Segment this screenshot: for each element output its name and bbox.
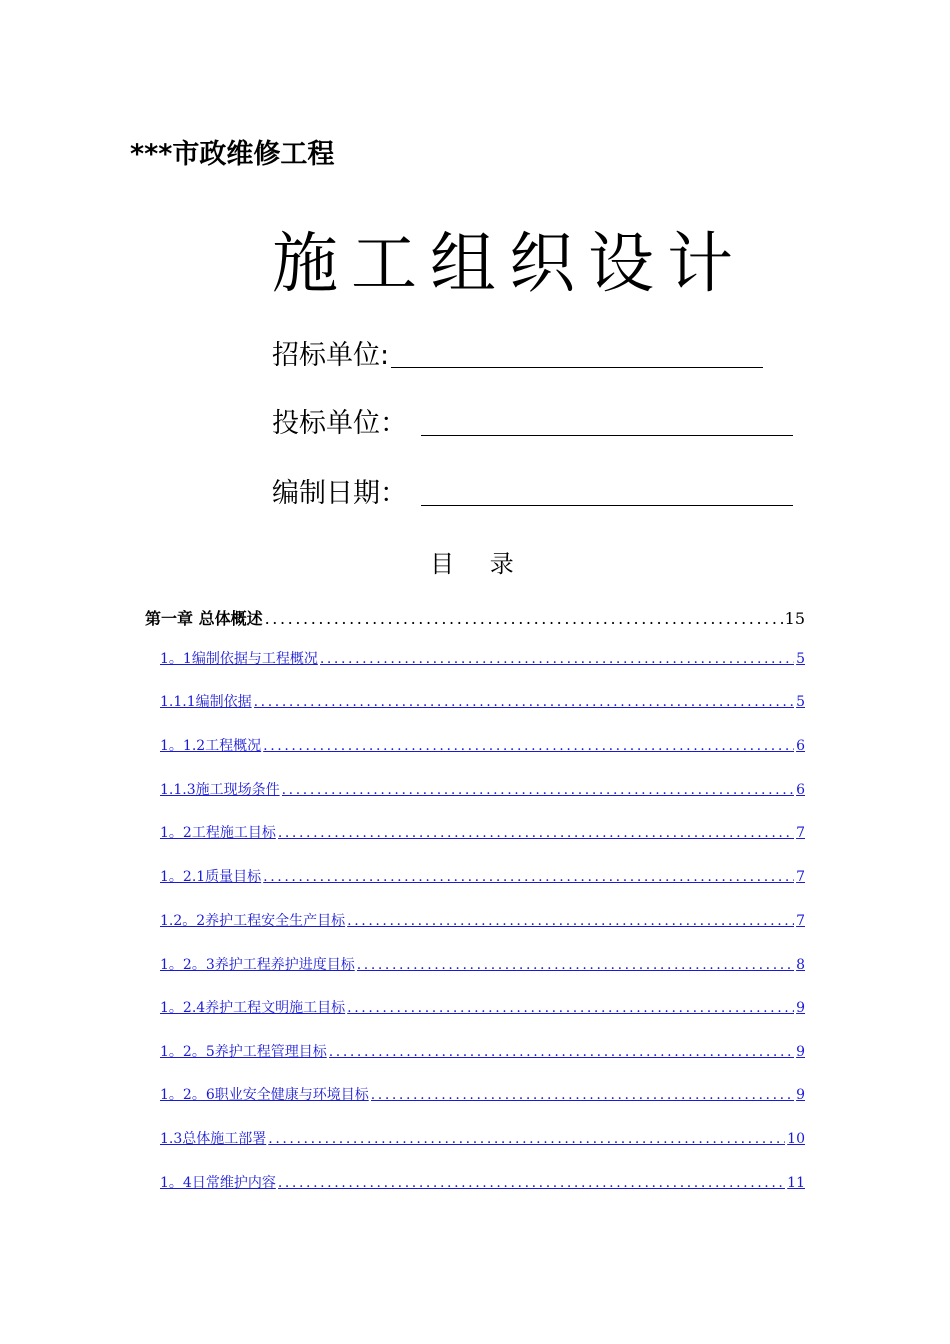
toc-page-number: 7 (796, 913, 805, 929)
project-title: ***市政维修工程 (130, 139, 335, 170)
toc-link-entry[interactable] (160, 648, 805, 668)
toc-link-entry[interactable] (160, 997, 805, 1017)
toc-entry-text: 1.1.1编制依据 (160, 694, 252, 710)
document-title: 施工组织设计 (272, 225, 746, 302)
toc-dot-leader (357, 957, 794, 973)
toc-link-entry[interactable] (160, 1128, 805, 1148)
toc-link-entry[interactable] (160, 691, 805, 711)
toc-dot-leader (278, 1175, 785, 1191)
toc-entry-text: 1。4日常维护内容 (160, 1175, 276, 1191)
toc-link-entry[interactable] (160, 910, 805, 930)
toc-page-number: 11 (787, 1175, 805, 1191)
toc-dot-leader (265, 609, 783, 628)
toc-page-number: 5 (796, 651, 805, 667)
toc-page-number: 7 (796, 825, 805, 841)
toc-dot-leader (329, 1044, 794, 1060)
toc-link-entry[interactable] (160, 822, 805, 842)
toc-dot-leader (320, 651, 794, 667)
toc-link-entry[interactable] (160, 1084, 805, 1104)
toc-entry-text: 第一章 总体概述 (145, 609, 263, 628)
toc-entry-text: 1。2.1质量目标 (160, 869, 262, 885)
bidding-unit-blank (391, 337, 763, 368)
tendering-unit-blank (421, 405, 793, 436)
toc-heading: 目 录 (430, 550, 528, 578)
toc-page-number: 9 (796, 1000, 805, 1016)
tendering-unit-field (272, 400, 793, 440)
toc-dot-leader (278, 825, 794, 841)
toc-dot-leader (263, 869, 794, 885)
toc-entry-text: 1。2工程施工目标 (160, 825, 276, 841)
toc-page-number: 15 (784, 609, 805, 628)
compile-date-label: 编制日期： (272, 478, 407, 509)
toc-dot-leader (347, 913, 794, 929)
toc-link-entry[interactable] (160, 1172, 805, 1192)
toc-link-entry[interactable] (160, 954, 805, 974)
toc-dot-leader (254, 694, 794, 710)
toc-entry-text: 1.2。2养护工程安全生产目标 (160, 913, 346, 929)
toc-entry-text: 1。2。3养护工程养护进度目标 (160, 957, 355, 973)
toc-page-number: 6 (796, 782, 805, 798)
toc-entry-text: 1。1.2工程概况 (160, 738, 262, 754)
compile-date-blank (421, 475, 793, 506)
bidding-unit-label: 招标单位: (272, 340, 390, 371)
toc-link-entry[interactable] (160, 779, 805, 799)
toc-dot-leader (282, 782, 794, 798)
tendering-unit-label: 投标单位： (272, 408, 407, 439)
toc-entry-text: 1.3总体施工部署 (160, 1131, 267, 1147)
compile-date-field (272, 470, 793, 510)
toc-dot-leader (371, 1087, 794, 1103)
toc-dot-leader (268, 1131, 785, 1147)
toc-page-number: 8 (796, 957, 805, 973)
toc-link-entry[interactable] (160, 1041, 805, 1061)
toc-page-number: 5 (796, 694, 805, 710)
toc-chapter-entry[interactable] (145, 606, 805, 629)
toc-entry-text: 1。2。6职业安全健康与环境目标 (160, 1087, 369, 1103)
toc-entry-text: 1。1编制依据与工程概况 (160, 651, 318, 667)
toc-page-number: 9 (796, 1087, 805, 1103)
toc-page-number: 9 (796, 1044, 805, 1060)
toc-link-entry[interactable] (160, 735, 805, 755)
toc-entry-text: 1.1.3施工现场条件 (160, 782, 280, 798)
toc-dot-leader (347, 1000, 794, 1016)
toc-page-number: 6 (796, 738, 805, 754)
toc-page-number: 10 (787, 1131, 805, 1147)
toc-entry-text: 1。2。5养护工程管理目标 (160, 1044, 327, 1060)
toc-page-number: 7 (796, 869, 805, 885)
toc-entry-text: 1。2.4养护工程文明施工目标 (160, 1000, 346, 1016)
toc-dot-leader (263, 738, 794, 754)
bidding-unit-field (272, 332, 763, 372)
toc-link-entry[interactable] (160, 866, 805, 886)
